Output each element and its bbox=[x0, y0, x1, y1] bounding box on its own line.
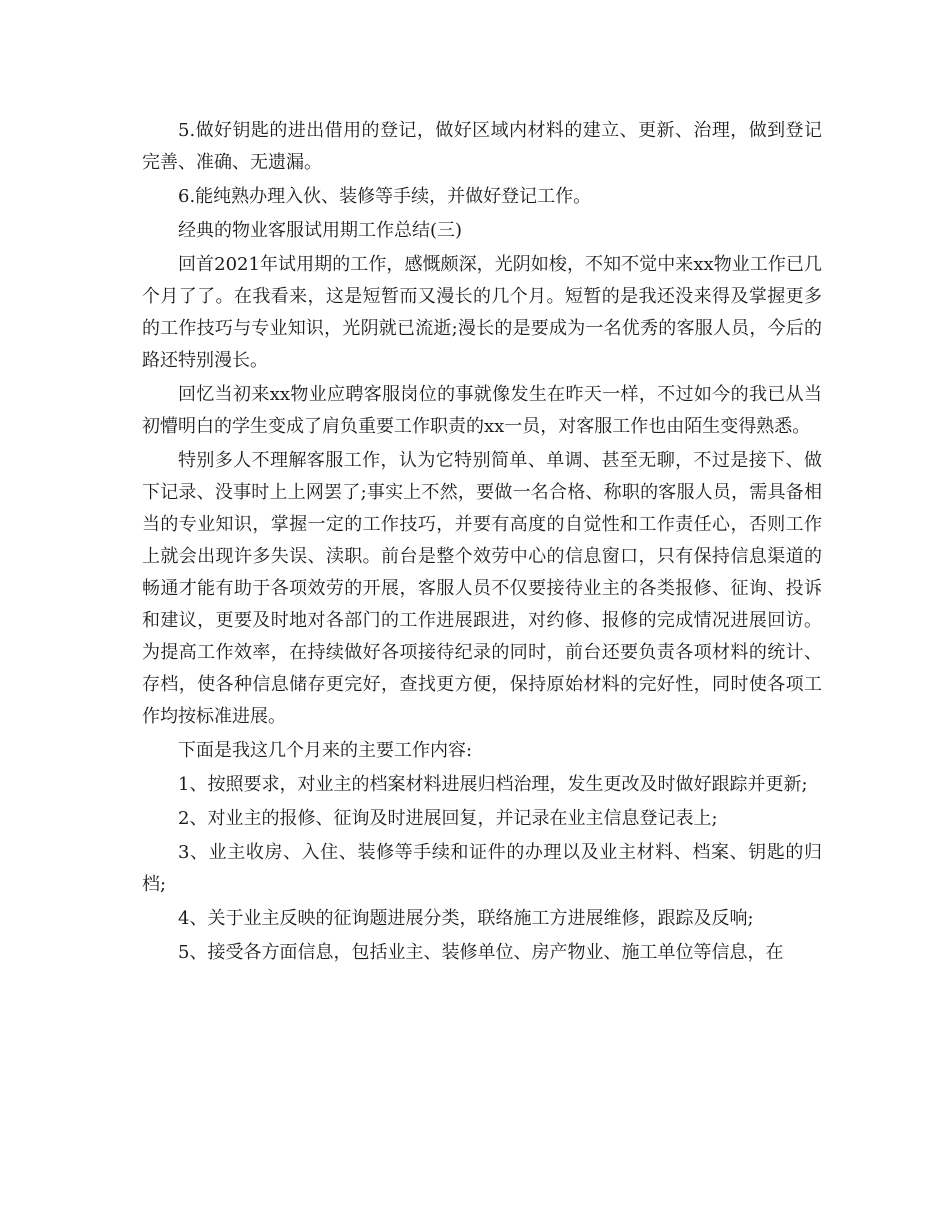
document-body bbox=[142, 115, 822, 971]
paragraph-move-in-procedures: 6.能纯熟办理入伙、装修等手续，并做好登记工作。 bbox=[178, 186, 592, 207]
paragraph-key-registration: 5.做好钥匙的进出借用的登记，做好区域内材料的建立、更新、治理，做到登记完善、准确、无遗漏。 bbox=[142, 120, 822, 173]
list-item: 1、按照要求，对业主的档案材料进展归档治理，发生更改及时做好跟踪并更新; bbox=[178, 774, 808, 795]
paragraph-recollection: 回忆当初来xx物业应聘客服岗位的事就像发生在昨天一样，不过如今的我已从当初懵明白的学生变成了肩负重要工作职责的xx一员，对客服工作也由陌生变得熟悉。 bbox=[142, 384, 822, 437]
paragraph-work-list-intro: 下面是我这几个月来的主要工作内容: bbox=[178, 740, 473, 761]
paragraph-service-role: 特别多人不理解客服工作，认为它特别简单、单调、甚至无聊，不过是接下、做下记录、没事时上上网罢了;事实上不然，要做一名合格、称职的客服人员，需具备相当的专业知识，掌握一定的工作技巧，并要有高度的自觉性和工作责任心，否则工作上就会出现许多失误、渎职。前台是整个效劳中心的信息窗口，只有保持信息渠道的畅通才能有助于各项效劳的开展，客服人员不仅要接待业主的各类报修、征询、投诉和建议，更要及时地对各部门的工作进展跟进，对约修、报修的完成情况进展回访。为提高工作效率，在持续做好各项接待纪录的同时，前台还要负责各项材料的统计、存档，使各种信息储存更完好，查找更方便，保持原始材料的完好性，同时使各项工作均按标准进展。 bbox=[142, 450, 822, 727]
section-heading: 经典的物业客服试用期工作总结(三) bbox=[178, 220, 463, 241]
list-item: 4、关于业主反映的征询题进展分类，联络施工方进展维修，跟踪及反响; bbox=[178, 908, 754, 929]
list-item: 5、接受各方面信息，包括业主、装修单位、房产物业、施工单位等信息，在 bbox=[178, 942, 784, 963]
list-item: 2、对业主的报修、征询及时进展回复，并记录在业主信息登记表上; bbox=[178, 808, 718, 829]
list-item: 3、业主收房、入住、装修等手续和证件的办理以及业主材料、档案、钥匙的归档; bbox=[142, 842, 822, 895]
paragraph-intro: 回首2021年试用期的工作，感慨颇深，光阴如梭，不知不觉中来xx物业工作已几个月了了。在我看来，这是短暂而又漫长的几个月。短暂的是我还没来得及掌握更多的工作技巧与专业知识，光阴就已流逝;漫长的是要成为一名优秀的客服人员，今后的路还特别漫长。 bbox=[142, 254, 822, 371]
